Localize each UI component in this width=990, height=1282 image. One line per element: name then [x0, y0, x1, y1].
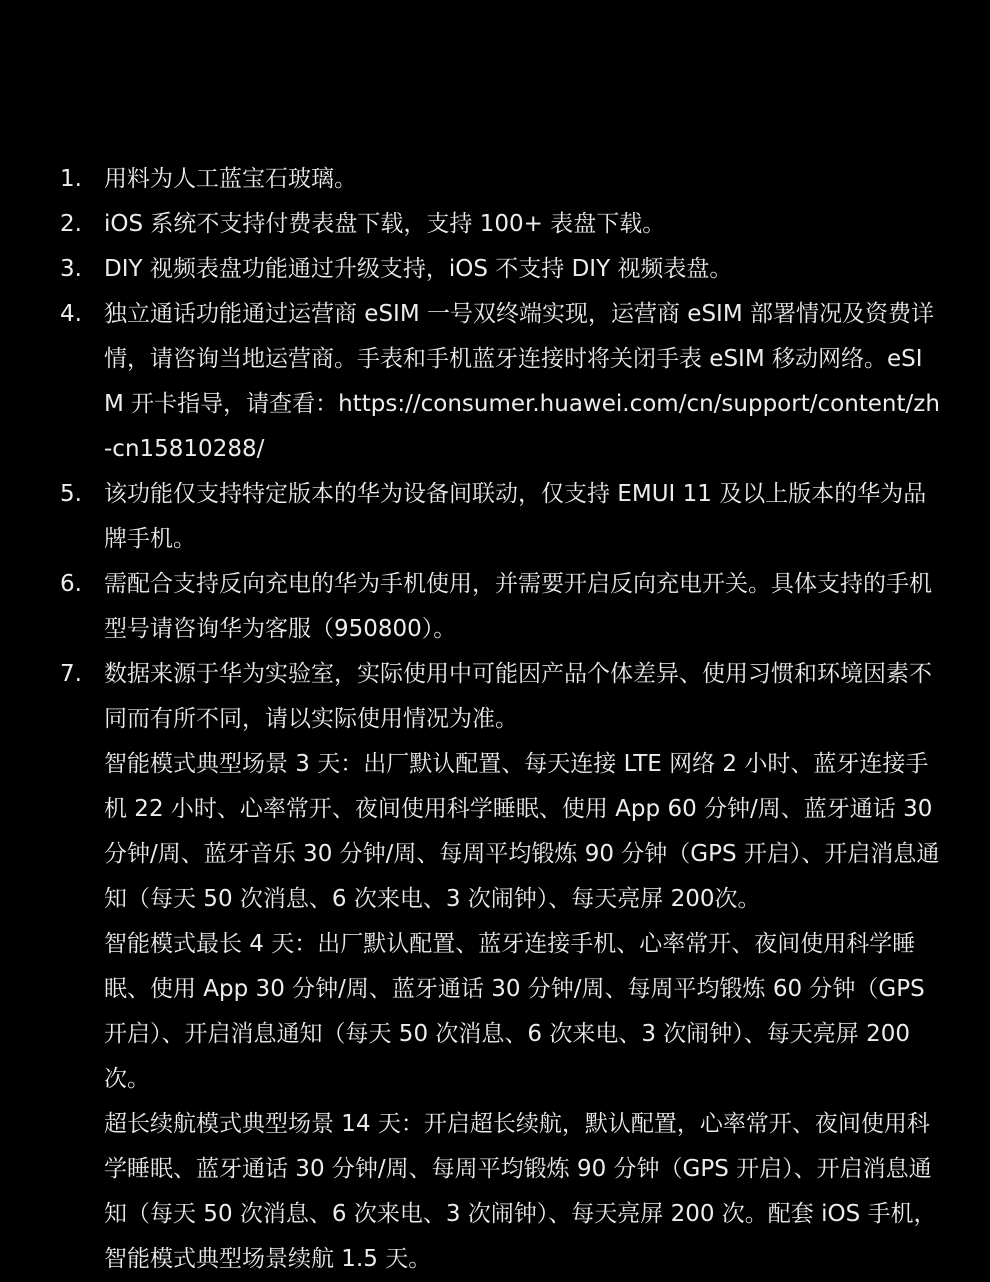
footnote-text: 用料为人工蓝宝石玻璃。	[104, 166, 357, 192]
footnote-text: DIY 视频表盘功能通过升级支持，iOS 不支持 DIY 视频表盘。	[104, 256, 733, 282]
footnote-body	[104, 472, 942, 562]
footnote-number: 5.	[60, 481, 82, 507]
footnote-number: 1.	[60, 166, 82, 192]
footnote-text-data-source: 数据来源于华为实验室，实际使用中可能因产品个体差异、使用习惯和环境因素不同而有所不同，请以实际使用情况为准。	[104, 661, 932, 732]
footnote-text-ultra-long-mode: 超长续航模式典型场景 14 天：开启超长续航，默认配置，心率常开、夜间使用科学睡眠、蓝牙通话 30 分钟/周、每周平均锻炼 90 分钟（GPS 开启）、开启消息通知（每天 50 次消息、6 次来电、3 次闹钟）、每天亮屏 200 次。配套 iOS 手机，智能模式典型场景续航 1.5 天。	[104, 1111, 937, 1272]
footnote-5	[0, 472, 990, 562]
footnote-text: 该功能仅支持特定版本的华为设备间联动，仅支持 EMUI 11 及以上版本的华为品牌手机。	[104, 481, 927, 552]
footnote-3	[0, 247, 990, 292]
footnote-body	[104, 292, 942, 472]
footnote-body	[104, 562, 942, 652]
footnote-body	[104, 157, 942, 202]
footnote-number: 4.	[60, 301, 82, 327]
footnote-body	[104, 247, 942, 292]
footnote-6	[0, 562, 990, 652]
footnote-number: 2.	[60, 211, 82, 237]
footnote-text-esim: 独立通话功能通过运营商 eSIM 一号双终端实现，运营商 eSIM 部署情况及资费详情，请咨询当地运营商。手表和手机蓝牙连接时将关闭手表 eSIM 移动网络。eSIM 开卡指导，请查看：https://consumer.huawei.com/cn/support/content/zh-cn15810288/	[104, 301, 940, 462]
footnote-1	[0, 157, 990, 202]
footnote-number: 6.	[60, 571, 82, 597]
footnote-7	[0, 652, 990, 1282]
footnote-body	[104, 202, 942, 247]
footnote-text-smart-mode-max: 智能模式最长 4 天：出厂默认配置、蓝牙连接手机、心率常开、夜间使用科学睡眠、使用 App 30 分钟/周、蓝牙通话 30 分钟/周、每周平均锻炼 60 分钟（GPS 开启）、开启消息通知（每天 50 次消息、6 次来电、3 次闹钟）、每天亮屏 200 次。	[104, 931, 925, 1092]
footnote-number: 3.	[60, 256, 82, 282]
footnote-4	[0, 292, 990, 472]
footnote-body	[104, 652, 942, 1282]
footnote-2	[0, 202, 990, 247]
footnote-text-smart-mode-typical: 智能模式典型场景 3 天：出厂默认配置、每天连接 LTE 网络 2 小时、蓝牙连接手机 22 小时、心率常开、夜间使用科学睡眠、使用 App 60 分钟/周、蓝牙通话 30 分钟/周、蓝牙音乐 30 分钟/周、每周平均锻炼 90 分钟（GPS 开启）、开启消息通知（每天 50 次消息、6 次来电、3 次闹钟）、每天亮屏 200次。	[104, 751, 940, 912]
footnote-list	[0, 157, 990, 1282]
footnote-text: iOS 系统不支持付费表盘下载，支持 100+ 表盘下载。	[104, 211, 666, 237]
footnote-number: 7.	[60, 661, 82, 687]
footnote-text: 需配合支持反向充电的华为手机使用，并需要开启反向充电开关。具体支持的手机型号请咨询华为客服（950800）。	[104, 571, 932, 642]
